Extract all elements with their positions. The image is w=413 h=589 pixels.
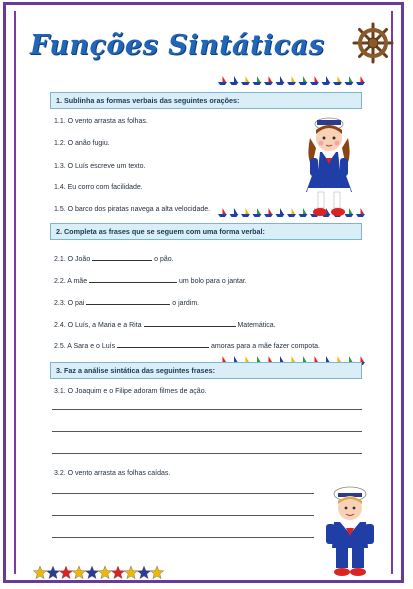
star-icon [137,566,150,579]
item-2-3: 2.3. O pai o jardim. [54,297,199,307]
star-icon [85,566,98,579]
item-2-4: 2.4. O Luís, a Maria e a Rita Matemática. [54,319,276,329]
item-1-2: 1.2. O anão fugiu. [54,140,110,147]
star-icon [111,566,124,579]
item-2-5: 2.5. A Sara e o Luís amoras para a mãe fazer compota. [54,340,320,350]
writing-line[interactable] [52,409,362,410]
writing-line[interactable] [52,453,362,454]
item-3-2: 3.2. O vento arrasta as folhas caídas. [54,470,171,477]
boat-icon [218,208,227,217]
boat-icon [322,76,331,85]
star-icon [59,566,72,579]
boat-icon [276,208,285,217]
star-icon [72,566,85,579]
boat-icon [287,208,296,217]
star-icon [150,566,163,579]
section-3-header: 3. Faz a análise sintática das seguintes frases: [50,362,362,379]
item-2-2: 2.2. A mãe um bolo para o jantar. [54,275,247,285]
boat-icon [230,208,239,217]
boat-icon [218,76,227,85]
item-3-1: 3.1. O Joaquim e o Filipe adoram filmes de ação. [54,388,207,395]
star-icon [124,566,137,579]
boat-icon [241,208,250,217]
boat-icon [333,76,342,85]
item-1-4: 1.4. Eu corro com facilidade. [54,184,143,191]
item-1-5: 1.5. O barco dos piratas navega a alta velocidade. [54,206,211,213]
section-2-header: 2. Completa as frases que se seguem com uma forma verbal: [50,223,362,240]
boat-icon [264,76,273,85]
writing-line[interactable] [52,431,362,432]
item-2-1: 2.1. O João o pão. [54,253,174,263]
boat-icon [299,76,308,85]
section-1-header: 1. Sublinha as formas verbais das seguintes orações: [50,92,362,109]
boats-decoration-top [218,76,368,85]
boat-icon [253,76,262,85]
ship-wheel-icon [352,22,394,64]
star-icon [46,566,59,579]
answer-blank[interactable] [117,340,209,348]
answer-blank[interactable] [86,297,170,305]
boat-icon [287,76,296,85]
boat-icon [264,208,273,217]
boat-icon [241,76,250,85]
boat-icon [345,76,354,85]
writing-line[interactable] [52,515,314,516]
answer-blank[interactable] [92,253,152,261]
item-1-1: 1.1. O vento arrasta as folhas. [54,118,148,125]
boat-icon [253,208,262,217]
boat-icon [230,76,239,85]
boat-icon [310,76,319,85]
item-1-3: 1.3. O Luís escreve um texto. [54,163,146,170]
answer-blank[interactable] [144,319,236,327]
sailor-girl-illustration [300,108,358,220]
stars-decoration [32,564,172,582]
writing-line[interactable] [52,537,314,538]
sailor-boy-illustration [320,484,380,580]
writing-line[interactable] [52,493,314,494]
answer-blank[interactable] [89,275,177,283]
page-title: Funções Sintáticas [30,30,325,61]
star-icon [98,566,111,579]
boat-icon [276,76,285,85]
star-icon [33,566,46,579]
boat-icon [356,76,365,85]
